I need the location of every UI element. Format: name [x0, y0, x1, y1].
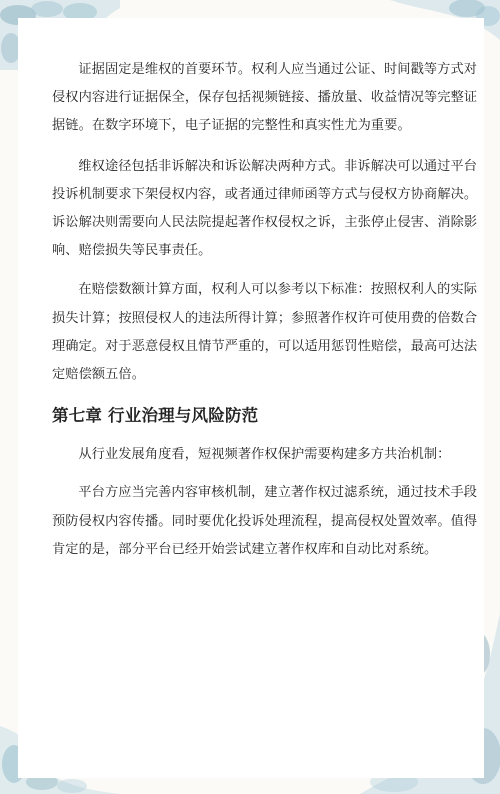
paragraph-compensation: 在赔偿数额计算方面，权利人可以参考以下标准：按照权利人的实际损失计算；按照侵权人的违法所得计算；参照著作权许可使用费的倍数合理确定。对于恶意侵权且情节严重的，可以适用惩罚性赔偿，最高可达法定赔偿额五倍。	[52, 282, 478, 383]
paragraph-remedy-routes: 维权途径包括非诉解决和诉讼解决两种方式。非诉解决可以通过平台投诉机制要求下架侵权内容，或者通过律师函等方式与侵权方协商解决。诉讼解决则需要向人民法院提起著作权侵权之诉，主张停止侵害、消除影响、赔偿损失等民事责任。	[52, 158, 478, 259]
document-content	[52, 56, 484, 564]
paragraph-evidence: 证据固定是维权的首要环节。权利人应当通过公证、时间戳等方式对侵权内容进行证据保全，保存包括视频链接、播放量、收益情况等完整证据链。在数字环境下，电子证据的完整性和真实性尤为重要。	[52, 62, 478, 134]
paragraph-industry-governance: 从行业发展角度看，短视频著作权保护需要构建多方共治机制：	[78, 447, 451, 463]
chapter-title: 第七章 行业治理与风险防范	[52, 406, 259, 426]
paragraph-platform-measures: 平台方应当完善内容审核机制，建立著作权过滤系统，通过技术手段预防侵权内容传播。同时要优化投诉处理流程，提高侵权处置效率。值得肯定的是，部分平台已经开始尝试建立著作权库和自动比对系统。	[52, 485, 478, 557]
document-page	[18, 18, 484, 778]
